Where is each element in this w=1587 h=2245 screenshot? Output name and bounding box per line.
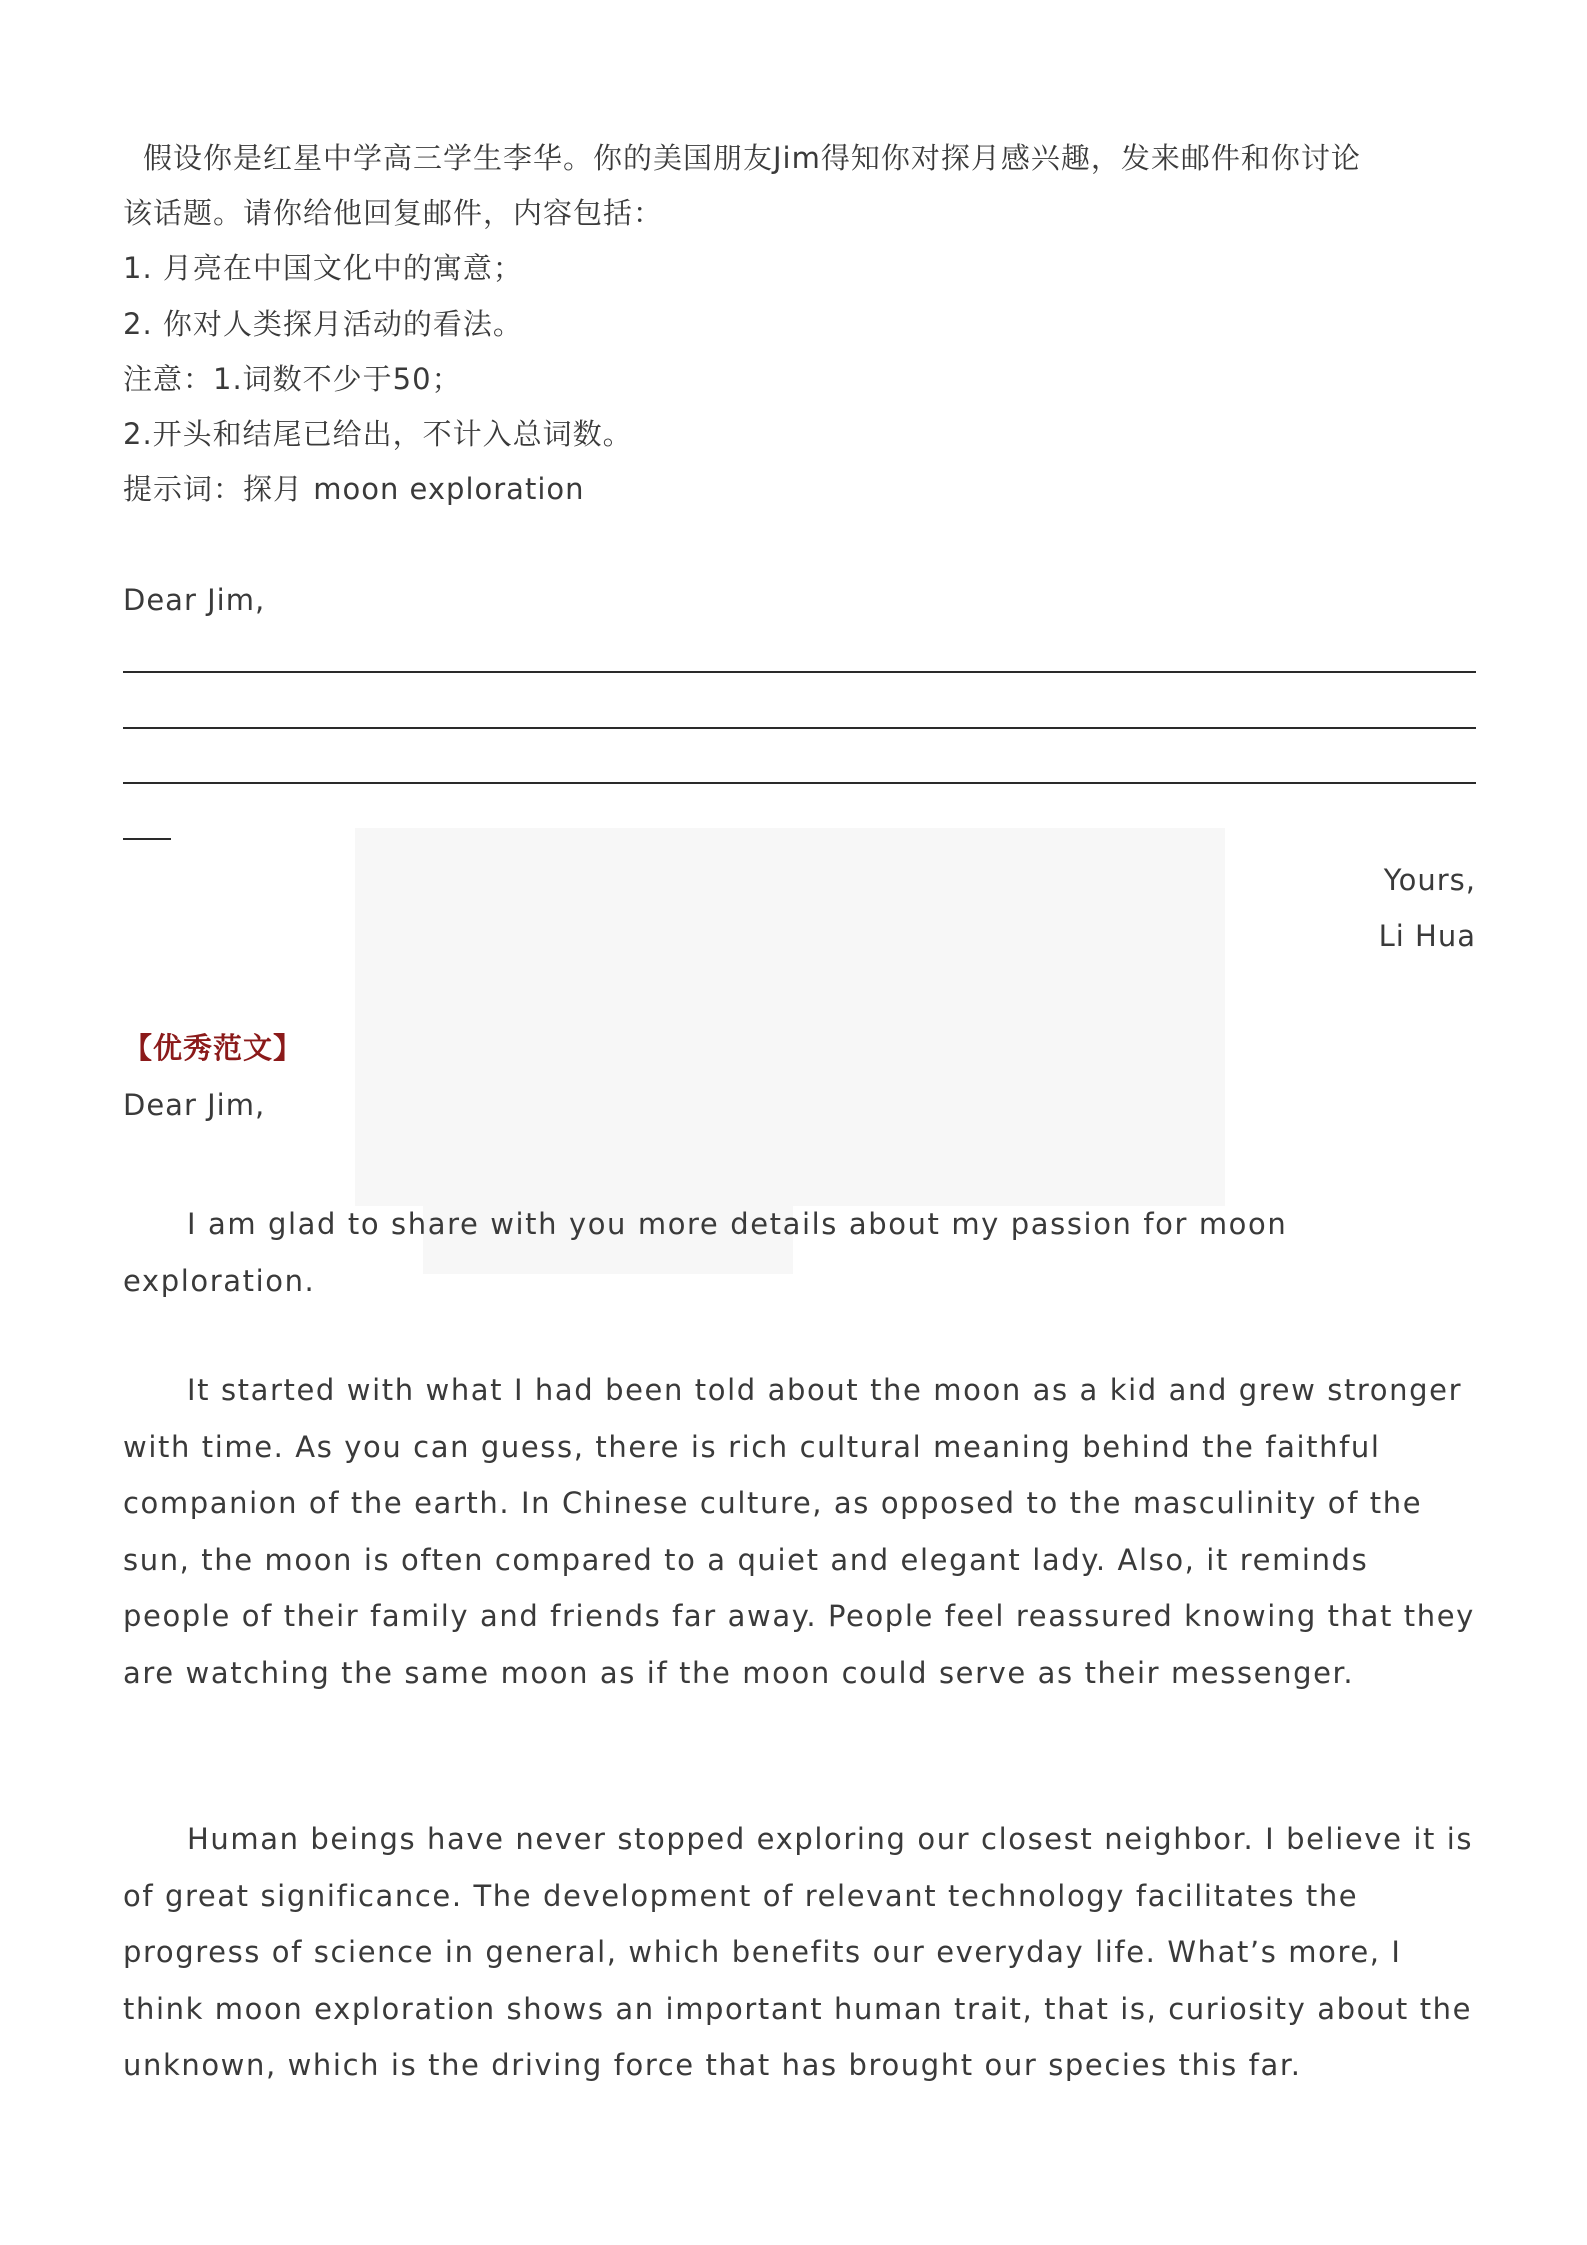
sample-paragraph-3-text: Human beings have never stopped exploring our closest neighbor. I believe it is of great significance. The development of relevant technology facilitates the progress of science in general, which benefits our everyday life. What’s more, I think moon exploration shows an important human trait, that is, curiosity about the unknown, which is the driving force that has brought our species this far.: [123, 1822, 1474, 2082]
sample-paragraph-2: [123, 1362, 1476, 1701]
sample-salutation: Dear Jim,: [123, 1088, 266, 1122]
prompt-intro-line-1: 假设你是红星中学高三学生李华。你的美国朋友Jim得知你对探月感兴趣，发来邮件和你讨论: [143, 141, 1361, 175]
prompt-hint: 提示词：探月 moon exploration: [123, 472, 585, 506]
prompt-point-1: 1. 月亮在中国文化中的寓意；: [123, 251, 523, 285]
answer-line: [123, 782, 1476, 784]
prompt-point-2: 2. 你对人类探月活动的看法。: [123, 307, 523, 341]
prompt-note-1: 注意：1.词数不少于50；: [123, 362, 462, 396]
sample-heading: 【优秀范文】: [123, 1031, 304, 1065]
answer-line: [123, 727, 1476, 729]
prompt-note-2: 2.开头和结尾已给出，不计入总词数。: [123, 417, 633, 451]
sample-paragraph-3: [123, 1811, 1476, 2094]
sample-paragraph-1: [123, 1196, 1476, 1309]
letter-signature: Li Hua: [1378, 919, 1476, 953]
letter-salutation: Dear Jim,: [123, 583, 266, 617]
answer-line-end: [123, 838, 171, 840]
answer-line: [123, 671, 1476, 673]
letter-closing: Yours,: [1383, 863, 1476, 897]
sample-paragraph-2-text: It started with what I had been told about the moon as a kid and grew stronger with time. As you can guess, there is rich cultural meaning behind the faithful companion of the earth. In Chinese culture, as opposed to the masculinity of the sun, the moon is often compared to a quiet and elegant lady. Also, it reminds people of their family and friends far away. People feel reassured knowing that they are watching the same moon as if the moon could serve as their messenger.: [123, 1373, 1475, 1690]
scan-smudge: [355, 828, 1225, 1206]
document-page: [123, 0, 1476, 2245]
sample-paragraph-1-text: I am glad to share with you more details about my passion for moon exploration.: [123, 1207, 1288, 1298]
prompt-intro-line-2: 该话题。请你给他回复邮件，内容包括：: [123, 196, 664, 230]
